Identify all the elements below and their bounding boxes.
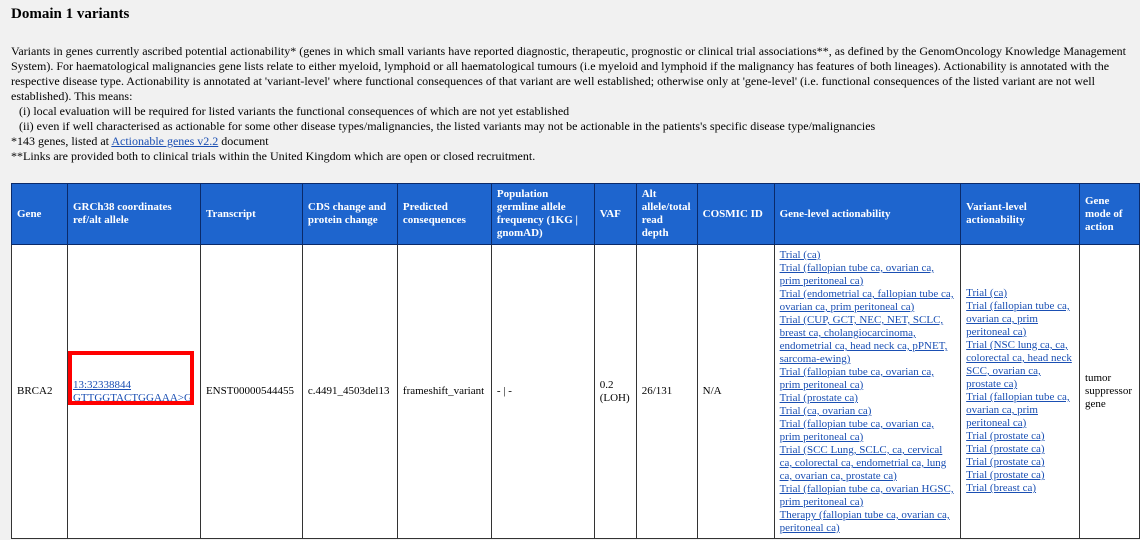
gene-level-trial-link[interactable]: Trial (SCC Lung, SCLC, ca, cervical ca, colorectal ca, endometrial ca, lung ca, ovarian ca, prostate ca) — [779, 444, 947, 482]
cell-vaf: 0.2 (LOH) — [594, 245, 636, 539]
cell-population-frequency: - | - — [491, 245, 594, 539]
cell-gene-mode-of-action: tumor suppressor gene — [1079, 245, 1139, 539]
intro-text — [11, 44, 1140, 164]
header-gene-mode-of-action: Gene mode of action — [1079, 184, 1139, 245]
header-cosmic-id: COSMIC ID — [697, 184, 774, 245]
header-predicted-consequences: Predicted consequences — [397, 184, 491, 245]
gene-level-link-item — [780, 418, 956, 444]
gene-level-trial-link[interactable]: Trial (fallopian tube ca, ovarian HGSC, prim peritoneal ca) — [779, 483, 954, 508]
cell-gene: BRCA2 — [12, 245, 68, 539]
intro-point-1: (i) local evaluation will be required for listed variants the functional consequences of which are not yet established — [19, 104, 570, 118]
gene-level-trial-link[interactable]: Trial (fallopian tube ca, ovarian ca, prim peritoneal ca) — [779, 418, 935, 443]
gene-level-link-item — [780, 483, 956, 509]
intro-paragraph: Variants in genes currently ascribed potential actionability* (genes in which small variants have reported diagnostic, therapeutic, prognostic or clinical trial associations**, as defined by the GenomOncology Knowledge Management System). For haematological malignancies gene lists relate to either myeloid, lymphoid or all haematological tumours (i.e myeloid and lymphoid if the malignancy has features of both lineages). Actionability is annotated with the respective disease type. Actionability is annotated at 'variant-level' where functional consequences of that variant are well established; otherwise only at 'gene-level' (i.e. functional consequences of the listed variant are not well established). This means: — [11, 44, 1126, 103]
table-header-row — [12, 184, 1140, 245]
header-gene: Gene — [12, 184, 68, 245]
cell-predicted-consequences: frameshift_variant — [397, 245, 491, 539]
cell-cds-change: c.4491_4503del13 — [302, 245, 397, 539]
gene-level-link-item — [780, 366, 956, 392]
variant-level-trial-link[interactable]: Trial (ca) — [966, 287, 1008, 299]
variant-level-trial-link[interactable]: Trial (breast ca) — [966, 482, 1037, 494]
gene-level-link-item — [780, 314, 956, 366]
variant-level-trial-link[interactable]: Trial (fallopian tube ca, ovarian ca, prim peritoneal ca) — [966, 391, 1070, 429]
header-vaf: VAF — [594, 184, 636, 245]
gene-level-trial-link[interactable]: Trial (endometrial ca, fallopian tube ca, ovarian ca, prim peritoneal ca) — [779, 288, 954, 313]
header-population-frequency: Population germline allele frequency (1KG | gnomAD) — [491, 184, 594, 245]
variant-level-link-list — [966, 249, 1074, 495]
variant-level-link-item — [966, 443, 1074, 456]
variant-level-link-item — [966, 430, 1074, 443]
cell-alt-allele-depth: 26/131 — [636, 245, 697, 539]
header-coordinates: GRCh38 coordinates ref/alt allele — [67, 184, 200, 245]
actionable-genes-link[interactable]: Actionable genes v2.2 — [111, 134, 219, 148]
variants-table — [11, 183, 1140, 539]
coordinates-position: 13:32338844 — [72, 378, 132, 391]
variant-level-trial-link[interactable]: Trial (NSC lung ca, ca, colorectal ca, head neck SCC, ovarian ca, prostate ca) — [966, 339, 1072, 390]
variant-level-link-item — [966, 456, 1074, 469]
cell-gene-level-actionability — [774, 245, 961, 539]
header-cds-change: CDS change and protein change — [302, 184, 397, 245]
genes-note — [11, 134, 1140, 149]
variant-level-trial-link[interactable]: Trial (prostate ca) — [966, 430, 1045, 442]
section-heading: Domain 1 variants — [11, 6, 130, 22]
cell-transcript: ENST00000544455 — [200, 245, 302, 539]
gene-level-trial-link[interactable]: Trial (prostate ca) — [779, 392, 858, 404]
variant-level-link-item — [966, 300, 1074, 339]
header-variant-level-actionability: Variant-level actionability — [961, 184, 1080, 245]
variant-level-link-item — [966, 469, 1074, 482]
coordinates-allele: GTTGGTACTGGAAA>G — [72, 391, 192, 404]
variant-level-trial-link[interactable]: Trial (prostate ca) — [966, 469, 1045, 481]
variant-level-trial-link[interactable]: Trial (prostate ca) — [966, 443, 1045, 455]
variant-level-link-item — [966, 391, 1074, 430]
gene-level-link-item — [780, 249, 956, 262]
gene-level-trial-link[interactable]: Trial (ca, ovarian ca) — [779, 405, 872, 417]
table-row — [12, 245, 1140, 539]
gene-level-trial-link[interactable]: Trial (fallopian tube ca, ovarian ca, prim peritoneal ca) — [779, 262, 935, 287]
gene-level-link-item — [780, 262, 956, 288]
gene-level-therapy-link[interactable]: Therapy (fallopian tube ca, ovarian ca, peritoneal ca) — [779, 509, 950, 534]
gene-level-link-item — [780, 444, 956, 483]
highlight-box — [68, 351, 194, 405]
header-alt-allele-depth: Alt allele/total read depth — [636, 184, 697, 245]
gene-level-link-item — [780, 392, 956, 405]
cell-coordinates — [67, 245, 200, 539]
gene-level-link-item — [780, 509, 956, 535]
gene-level-trial-link[interactable]: Trial (CUP, GCT, NEC, NET, SCLC, breast ca, cholangiocarcinoma, endometrial ca, head neck ca, pPNET, sarcoma-ewing) — [779, 314, 948, 365]
gene-level-link-list — [780, 249, 956, 535]
variant-level-link-item — [966, 339, 1074, 391]
header-gene-level-actionability: Gene-level actionability — [774, 184, 961, 245]
variant-level-trial-link[interactable]: Trial (prostate ca) — [966, 456, 1045, 468]
variant-level-trial-link[interactable]: Trial (fallopian tube ca, ovarian ca, prim peritoneal ca) — [966, 300, 1070, 338]
header-transcript: Transcript — [200, 184, 302, 245]
intro-point-2: (ii) even if well characterised as actionable for some other disease types/malignancies, the listed variants may not be actionable in the patients's specific disease type/malignancies — [19, 119, 876, 133]
genes-note-prefix: *143 genes, listed at — [11, 134, 112, 148]
variant-level-link-item — [966, 482, 1074, 495]
gene-level-trial-link[interactable]: Trial (fallopian tube ca, ovarian ca, prim peritoneal ca) — [779, 366, 935, 391]
genes-note-suffix: document — [218, 134, 269, 148]
cell-cosmic-id: N/A — [697, 245, 774, 539]
links-note: **Links are provided both to clinical trials within the United Kingdom which are open or closed recruitment. — [11, 149, 536, 163]
gene-level-trial-link[interactable]: Trial (ca) — [779, 249, 821, 261]
cell-variant-level-actionability — [961, 245, 1080, 539]
gene-level-link-item — [780, 405, 956, 418]
variant-level-link-item — [966, 287, 1074, 300]
gene-level-link-item — [780, 288, 956, 314]
